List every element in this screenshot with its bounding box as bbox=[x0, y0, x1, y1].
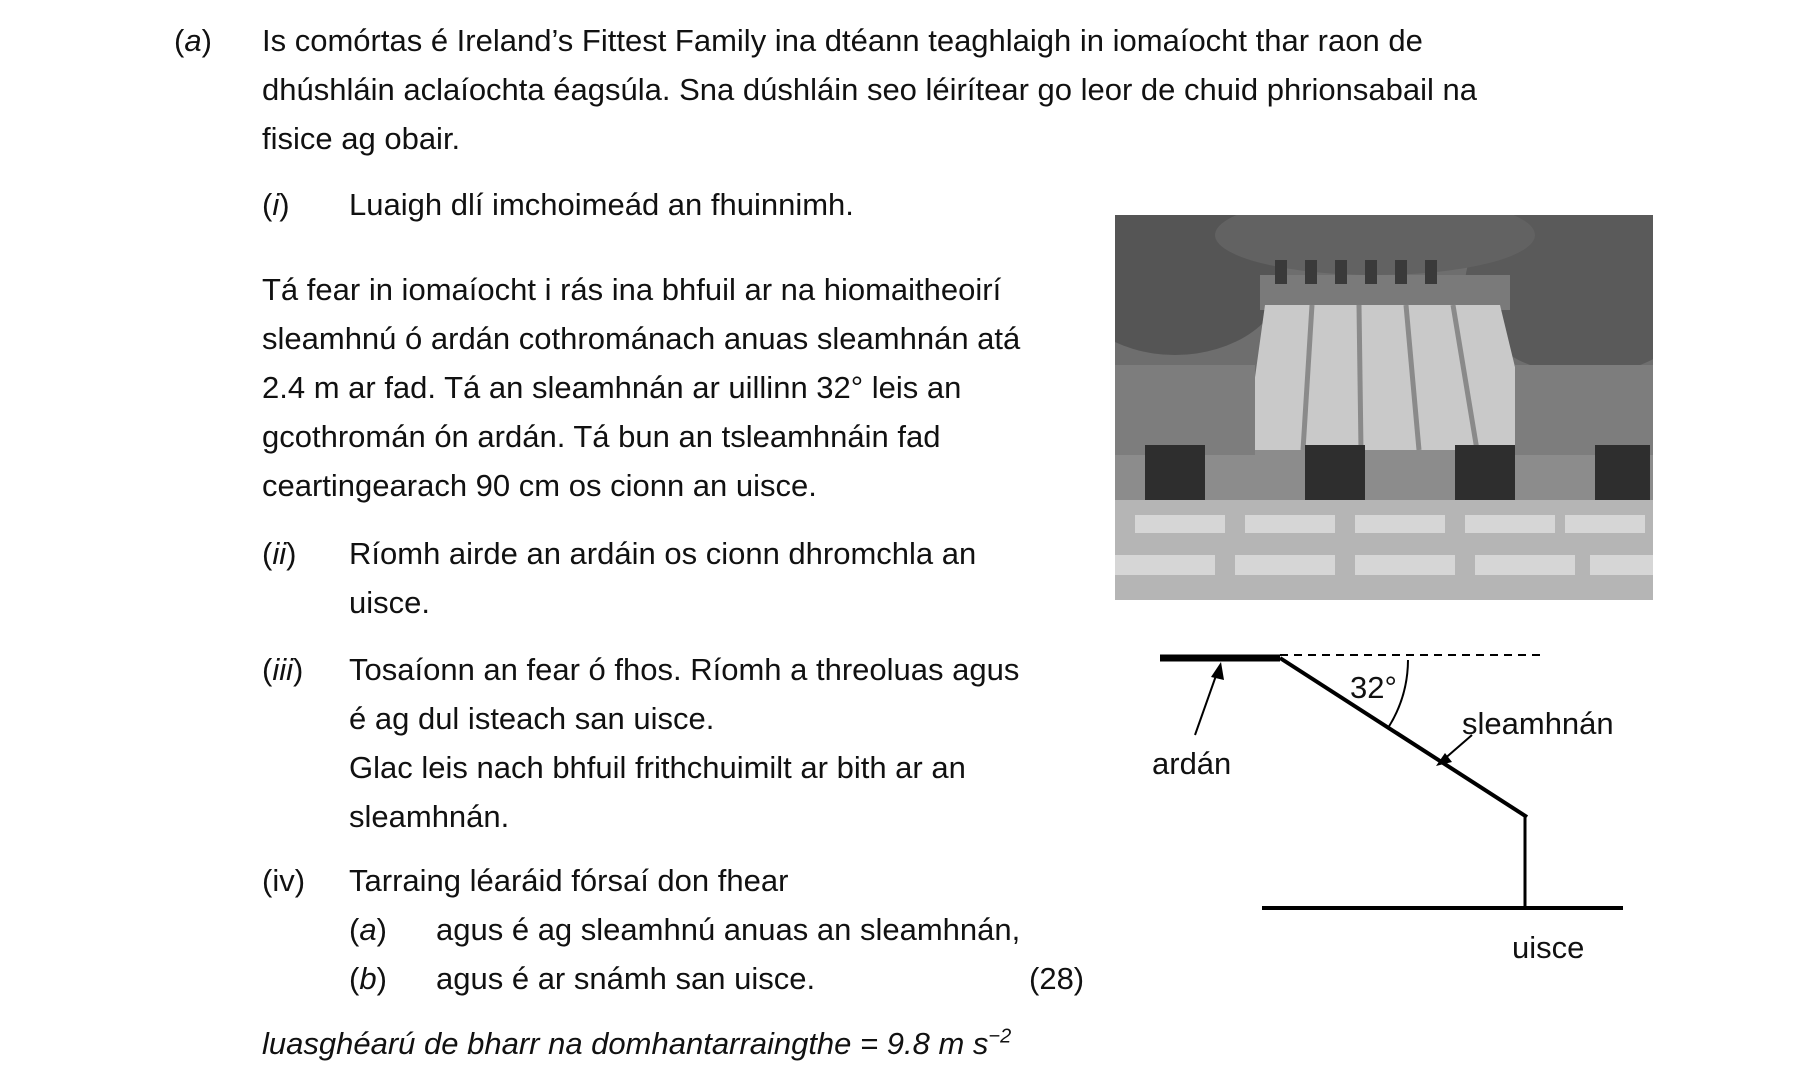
sub-iv-text: Tarraing léaráid fórsaí don fhear bbox=[349, 863, 789, 898]
sub-iv-a-text: agus é ag sleamhnú anuas an sleamhnán, bbox=[436, 912, 1021, 947]
angle-label: 32° bbox=[1350, 670, 1397, 705]
platform-arrow-head bbox=[1211, 662, 1224, 680]
sub-iv-b-text: agus é ar snámh san uisce. bbox=[436, 961, 816, 996]
scenario-line-3: 2.4 m ar fad. Tá an sleamhnán ar uillinn 32° leis an bbox=[262, 370, 962, 405]
sub-ii-label: (ii) bbox=[262, 536, 297, 571]
sub-iv-b-label: (b) bbox=[349, 961, 387, 996]
marks: (28) bbox=[1029, 961, 1085, 996]
platform-label: ardán bbox=[1152, 746, 1232, 781]
sub-iv-a-label: (a) bbox=[349, 912, 387, 947]
scenario-line-5: ceartingearach 90 cm os cionn an uisce. bbox=[262, 468, 817, 503]
sub-iii-line-1: Tosaíonn an fear ó fhos. Ríomh a threoluas agus bbox=[349, 652, 1020, 687]
contest-photo-illustration bbox=[1115, 215, 1653, 600]
scenario-line-1: Tá fear in iomaíocht i rás ina bhfuil ar na hiomaitheoirí bbox=[262, 272, 1002, 307]
water-label: uisce bbox=[1512, 930, 1585, 965]
sub-i-label: (i) bbox=[262, 187, 290, 222]
slide-label: sleamhnán bbox=[1462, 706, 1614, 741]
sub-iv-label: (iv) bbox=[262, 863, 306, 898]
slide-diagram-drawing bbox=[1140, 640, 1660, 980]
gravity-note: luasghéarú de bharr na domhantarraingthe = 9.8 m $s^{-2}$ bbox=[262, 1025, 1012, 1061]
platform-arrow bbox=[1195, 670, 1218, 735]
sub-ii-line-1: Ríomh airde an ardáin os cionn dhromchla an bbox=[349, 536, 977, 571]
sub-i-text: Luaigh dlí imchoimeád an fhuinnimh. bbox=[349, 187, 854, 222]
contest-photo bbox=[1115, 215, 1653, 600]
sub-iii-label: (iii) bbox=[262, 652, 304, 687]
sub-ii-line-2: uisce. bbox=[349, 585, 430, 620]
sub-iii-line-4: sleamhnán. bbox=[349, 799, 510, 834]
intro-line-3: fisice ag obair. bbox=[262, 121, 461, 156]
part-a-label: (a) bbox=[174, 23, 212, 58]
intro-line-2: dhúshláin aclaíochta éagsúla. Sna dúshláin seo léirítear go leor de chuid phrionsabail na bbox=[262, 72, 1477, 107]
scenario-line-4: gcothromán ón ardán. Tá bun an tsleamhnáin fad bbox=[262, 419, 941, 454]
scenario-line-2: sleamhnú ó ardán cothrománach anuas sleamhnán atá bbox=[262, 321, 1021, 356]
sub-iii-line-2: é ag dul isteach san uisce. bbox=[349, 701, 715, 736]
intro-line-1: Is comórtas é Ireland’s Fittest Family ina dtéann teaghlaigh in iomaíocht thar raon de bbox=[262, 23, 1423, 58]
sub-iii-line-3: Glac leis nach bhfuil frithchuimilt ar bith ar an bbox=[349, 750, 966, 785]
slide-diagram bbox=[1140, 640, 1660, 980]
